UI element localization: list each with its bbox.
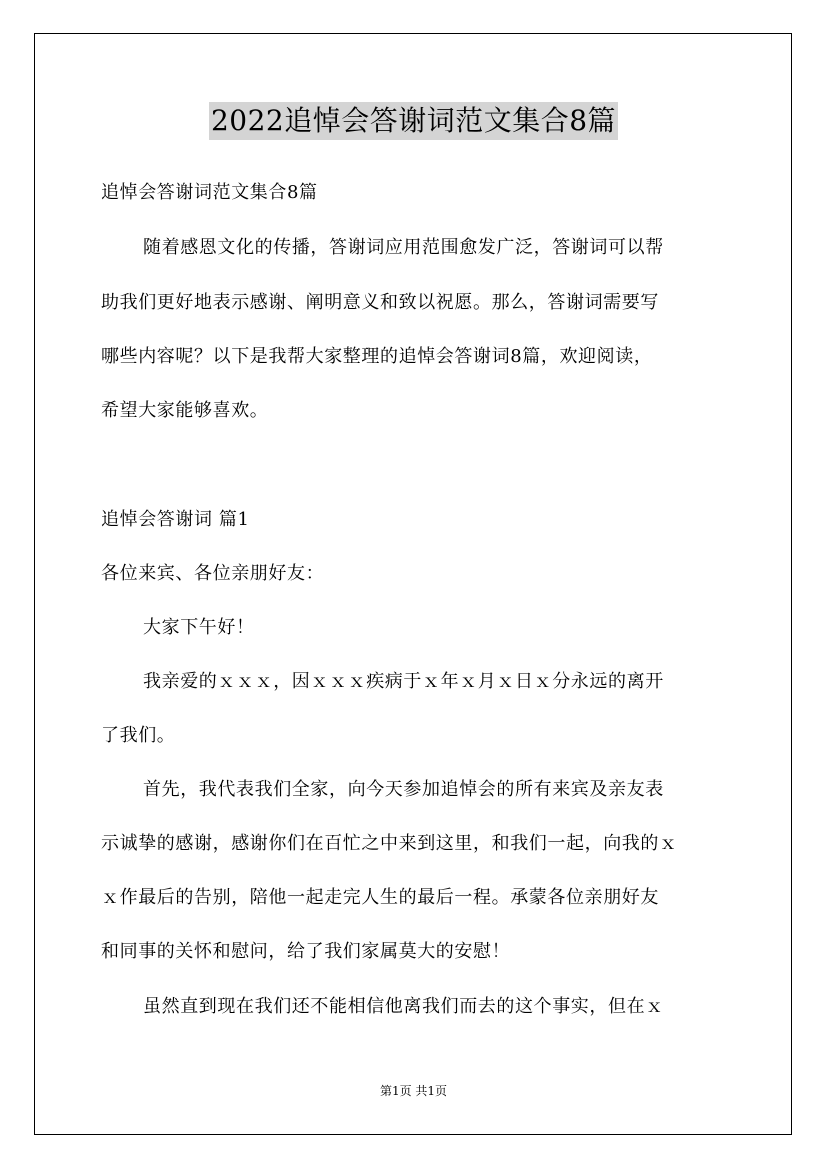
document-title: 2022追悼会答谢词范文集合8篇 xyxy=(209,102,618,140)
paragraph-2-line-1: 首先，我代表我们全家，向今天参加追悼会的所有来宾及亲友表 xyxy=(143,779,664,800)
paragraph-3-line-1: 虽然直到现在我们还不能相信他离我们而去的这个事实，但在ｘ xyxy=(143,996,664,1017)
paragraph-2-line-2: 示诚挚的感谢，感谢你们在百忙之中来到这里，和我们一起，向我的ｘ xyxy=(101,833,678,854)
intro-line-4: 希望大家能够喜欢。 xyxy=(101,400,269,421)
intro-line-1: 随着感恩文化的传播，答谢词应用范围愈发广泛，答谢词可以帮 xyxy=(143,237,664,258)
intro-line-3: 哪些内容呢？以下是我帮大家整理的追悼会答谢词8篇，欢迎阅读， xyxy=(101,346,653,367)
paragraph-2-line-4: 和同事的关怀和慰问，给了我们家属莫大的安慰！ xyxy=(101,941,511,962)
document-subtitle: 追悼会答谢词范文集合8篇 xyxy=(101,182,318,203)
paragraph-2-line-3: ｘ作最后的告别，陪他一起走完人生的最后一程。承蒙各位亲朋好友 xyxy=(101,887,659,908)
greeting: 大家下午好！ xyxy=(143,617,255,638)
intro-line-2: 助我们更好地表示感谢、阐明意义和致以祝愿。那么，答谢词需要写 xyxy=(101,292,659,313)
paragraph-1-line-2: 了我们。 xyxy=(101,725,176,746)
page-footer: 第1页 共1页 xyxy=(379,1084,448,1098)
section-heading: 追悼会答谢词 篇1 xyxy=(101,509,250,530)
title-container xyxy=(0,102,827,140)
paragraph-1-line-1: 我亲爱的ｘｘｘ，因ｘｘｘ疾病于ｘ年ｘ月ｘ日ｘ分永远的离开 xyxy=(143,671,664,692)
salutation: 各位来宾、各位亲朋好友： xyxy=(101,563,325,584)
